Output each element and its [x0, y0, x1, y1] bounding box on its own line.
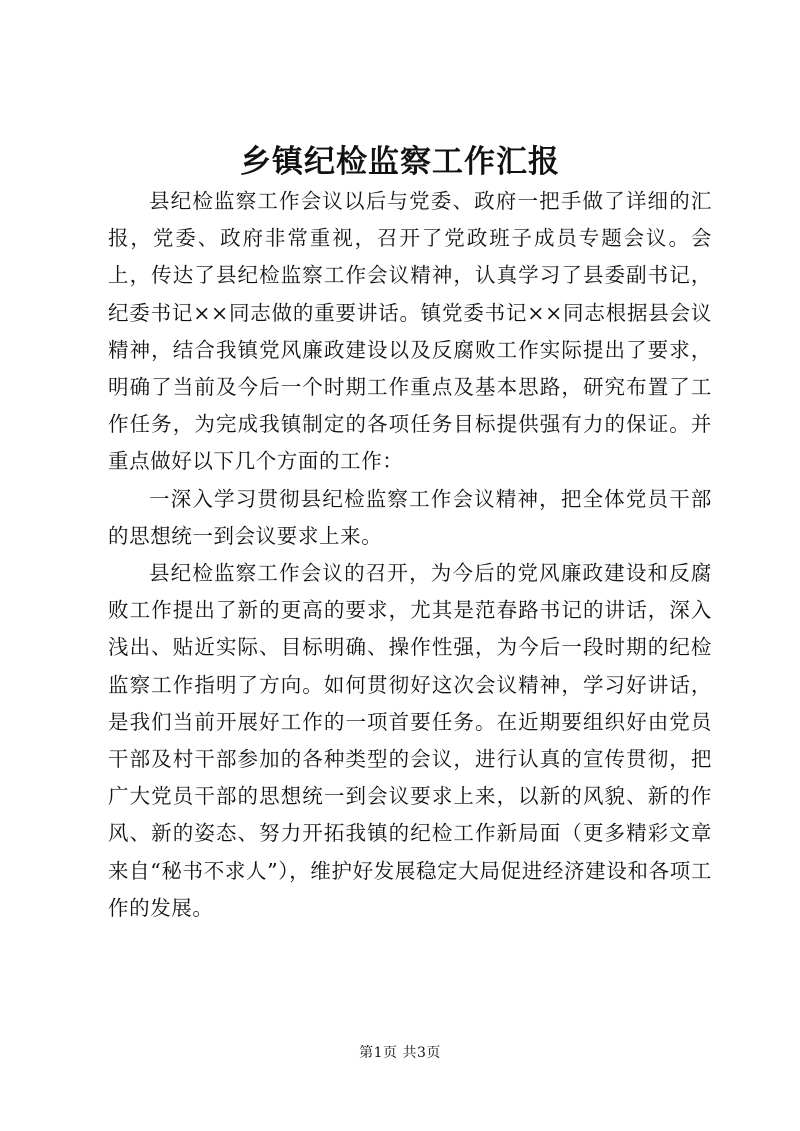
document-title: 乡镇纪检监察工作汇报 — [240, 144, 560, 180]
page-footer: 第1页 共3页 — [359, 1045, 441, 1061]
document-body — [108, 183, 712, 927]
paragraph-section-body: 县纪检监察工作会议的召开，为今后的党风廉政建设和反腐败工作提出了新的更高的要求，尤其是范春路书记的讲话，深入浅出、贴近实际、目标明确、操作性强，为今后一段时期的纪检监察工作指明了方向。如何贯彻好这次会议精神，学习好讲话，是我们当前开展好工作的一项首要任务。在近期要组织好由党员干部及村干部参加的各种类型的会议，进行认真的宣传贯彻，把广大党员干部的思想统一到会议要求上来，以新的风貌、新的作风、新的姿态、努力开拓我镇的纪检工作新局面（更多精彩文章来自“秘书不求人”），维护好发展稳定大局促进经济建设和各项工作的发展。 — [108, 561, 712, 920]
paragraph-section-heading: 一深入学习贯彻县纪检监察工作会议精神，把全体党员干部的思想统一到会议要求上来。 — [108, 486, 712, 548]
paragraph-intro: 县纪检监察工作会议以后与党委、政府一把手做了详细的汇报，党委、政府非常重视，召开了党政班子成员专题会议。会上，传达了县纪检监察工作会议精神，认真学习了县委副书记，纪委书记××同志做的重要讲话。镇党委书记××同志根据县会议精神，结合我镇党风廉政建设以及反腐败工作实际提出了要求，明确了当前及今后一个时期工作重点及基本思路，研究布置了工作任务，为完成我镇制定的各项任务目标提供强有力的保证。并重点做好以下几个方面的工作： — [108, 189, 712, 474]
